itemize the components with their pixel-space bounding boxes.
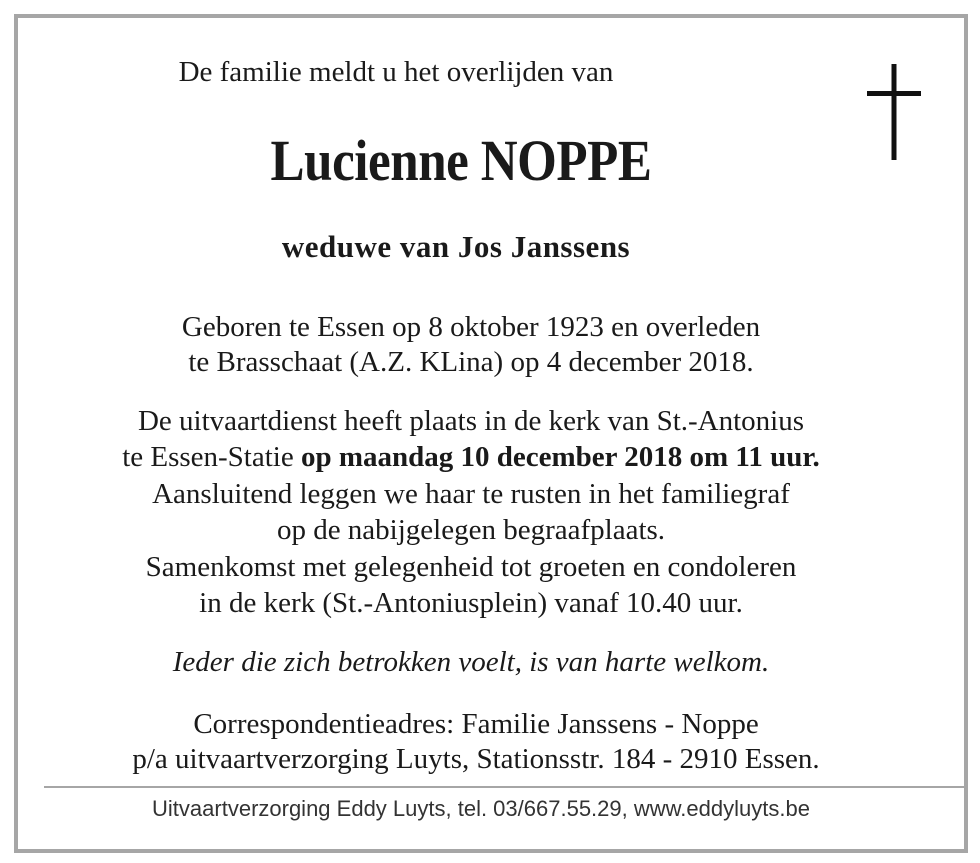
service-line-2 (0, 439, 964, 475)
cross-icon (864, 64, 924, 160)
intro-text: De familie meldt u het overlijden van (178, 56, 614, 88)
service-location-text: te Essen-Statie (122, 441, 301, 473)
birth-death-line-2: te Brasschaat (A.Z. KLina) op 4 december 2018. (188, 346, 754, 378)
correspondence-line-1: Correspondentieadres: Familie Janssens - Noppe (193, 708, 759, 740)
service-line-3: Aansluitend leggen we haar te rusten in het familiegraf (152, 478, 790, 510)
footer-text: Uitvaartverzorging Eddy Luyts, tel. 03/667.55.29, www.eddyluyts.be (152, 796, 810, 821)
service-line-4: op de nabijgelegen begraafplaats. (276, 514, 666, 546)
death-notice (14, 14, 968, 853)
welcome-text: Ieder die zich betrokken voelt, is van harte welkom. (172, 646, 770, 678)
correspondence-line-2: p/a uitvaartverzorging Luyts, Stationsstr. 184 - 2910 Essen. (132, 743, 820, 775)
service-line-1: De uitvaartdienst heeft plaats in de kerk van St.-Antonius (137, 405, 805, 437)
service-line-5: Samenkomst met gelegenheid tot groeten en condoleren (145, 551, 797, 583)
widow-of-text: weduwe van Jos Janssens (281, 229, 631, 264)
deceased-name: Lucienne NOPPE (270, 128, 652, 193)
service-line-6: in de kerk (St.-Antoniusplein) vanaf 10.40 uur. (199, 587, 743, 619)
service-date-text: op maandag 10 december 2018 om 11 uur. (300, 441, 820, 473)
birth-death-line-1: Geboren te Essen op 8 oktober 1923 en overleden (181, 311, 761, 343)
footer-divider (44, 786, 964, 788)
